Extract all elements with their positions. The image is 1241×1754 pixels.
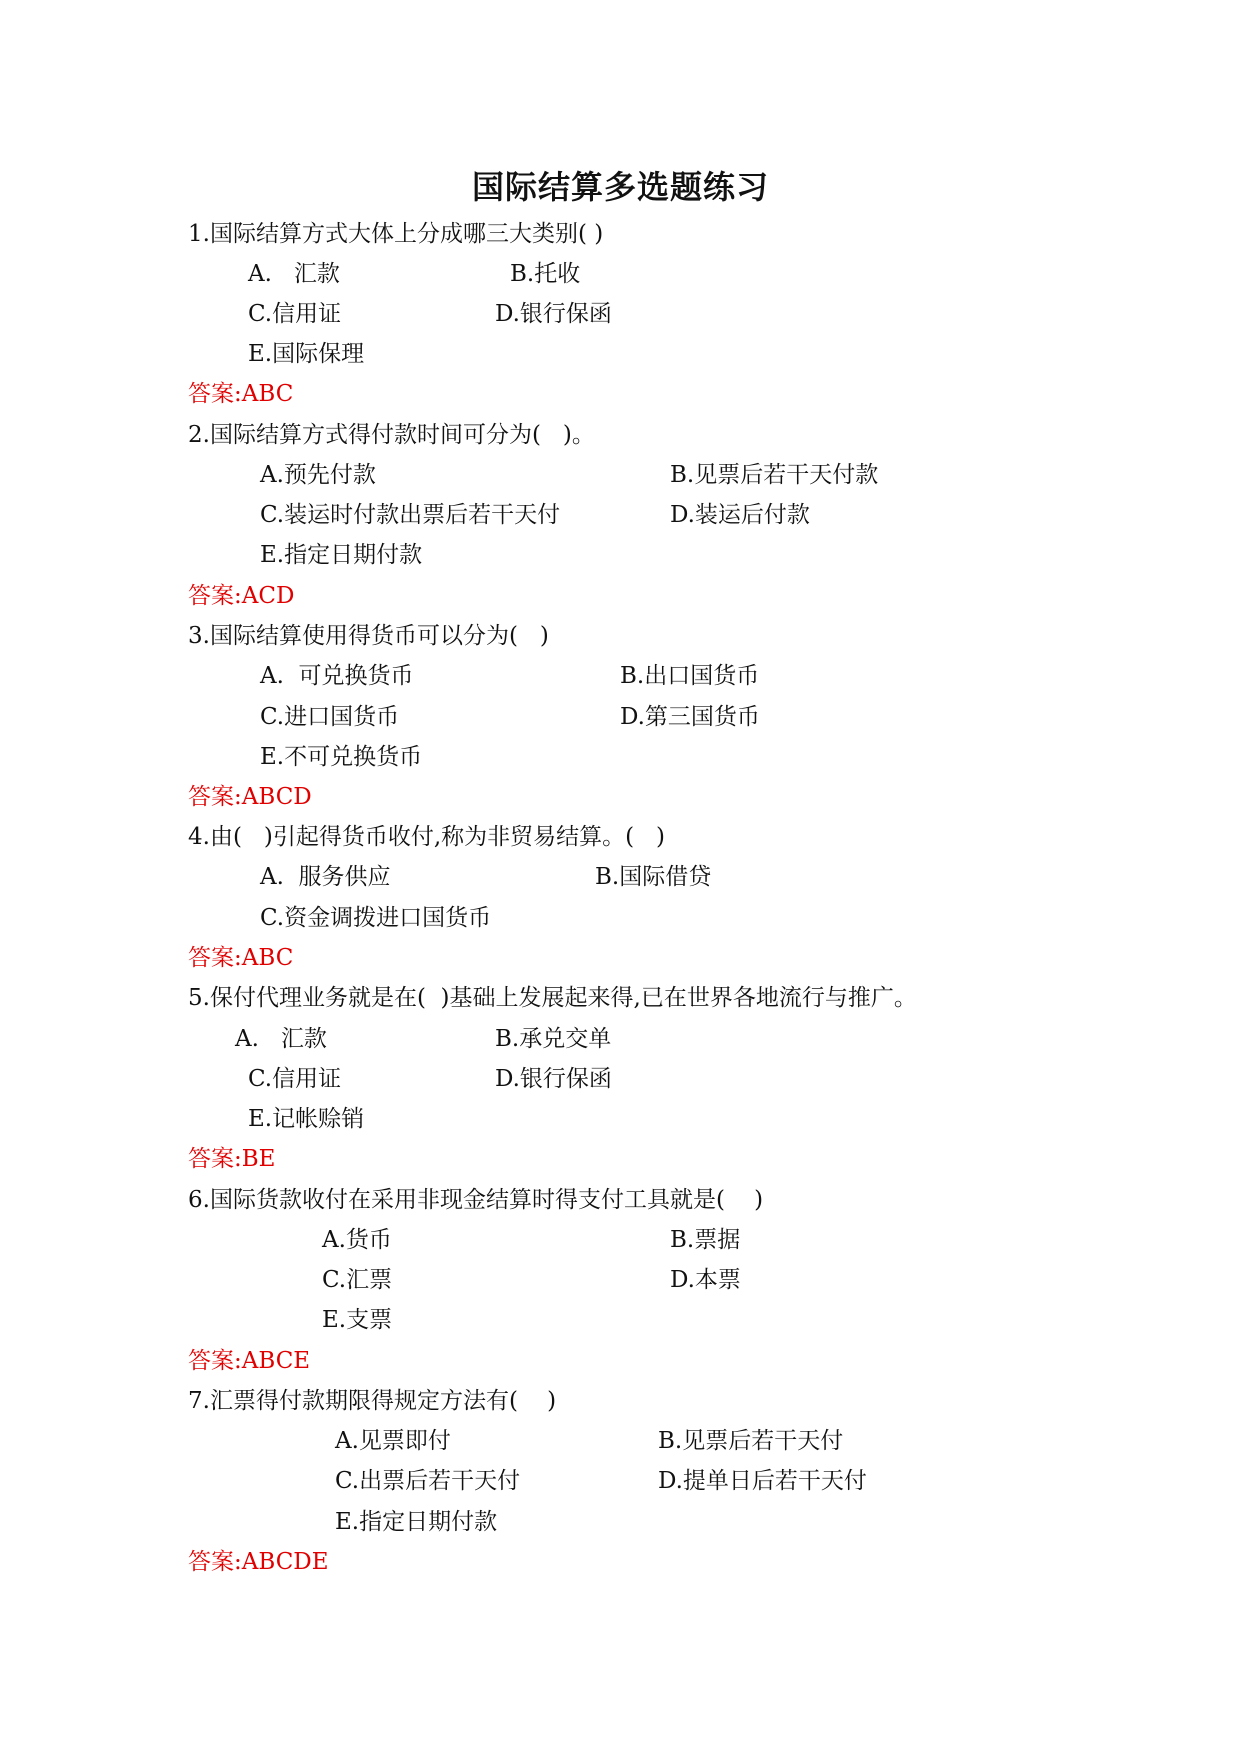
question-4-option-b: B.国际借贷: [595, 864, 712, 890]
question-3-option-d: D.第三国货币: [620, 704, 760, 730]
question-5-stem: 5.保付代理业务就是在( )基础上发展起来得,已在世界各地流行与推广。: [188, 985, 917, 1011]
page-title: 国际结算多选题练习: [471, 168, 769, 206]
question-7-option-e: E.指定日期付款: [335, 1509, 498, 1535]
question-3-option-a: A. 可兑换货币: [260, 663, 414, 689]
question-6-option-e: E.支票: [322, 1307, 393, 1333]
question-4-answer: 答案:ABC: [188, 945, 294, 971]
question-4-stem: 4.由( )引起得货币收付,称为非贸易结算。( ): [188, 824, 666, 850]
question-1-answer: 答案:ABC: [188, 381, 294, 407]
question-6-option-d: D.本票: [670, 1267, 741, 1293]
question-7-answer: 答案:ABCDE: [188, 1549, 329, 1575]
question-4-option-a: A. 服务供应: [260, 864, 391, 890]
question-4-option-c: C.资金调拨进口国货币: [260, 905, 492, 931]
question-1-option-c: C.信用证: [248, 301, 342, 327]
question-5-answer: 答案:BE: [188, 1146, 276, 1172]
question-3-option-e: E.不可兑换货币: [260, 744, 423, 770]
question-2-answer: 答案:ACD: [188, 583, 295, 609]
question-7-stem: 7.汇票得付款期限得规定方法有( ): [188, 1388, 557, 1414]
question-6-answer: 答案:ABCE: [188, 1348, 311, 1374]
question-2-option-c: C.装运时付款出票后若干天付: [260, 502, 561, 528]
question-5-option-c: C.信用证: [248, 1066, 342, 1092]
question-7-option-b: B.见票后若干天付: [658, 1428, 844, 1454]
question-5-option-a: A. 汇款: [235, 1026, 327, 1052]
question-3-stem: 3.国际结算使用得货币可以分为( ): [188, 623, 549, 649]
question-6-option-c: C.汇票: [322, 1267, 393, 1293]
question-2-option-a: A.预先付款: [260, 462, 376, 488]
question-6-option-b: B.票据: [670, 1227, 741, 1253]
question-7-option-a: A.见票即付: [335, 1428, 451, 1454]
question-5-option-b: B.承兑交单: [495, 1026, 612, 1052]
question-2-option-d: D.装运后付款: [670, 502, 810, 528]
question-5-option-d: D.银行保函: [495, 1066, 612, 1092]
question-1-option-e: E.国际保理: [248, 341, 365, 367]
question-6-stem: 6.国际货款收付在采用非现金结算时得支付工具就是( ): [188, 1187, 764, 1213]
question-5-option-e: E.记帐赊销: [248, 1106, 365, 1132]
question-2-option-e: E.指定日期付款: [260, 542, 423, 568]
question-2-stem: 2.国际结算方式得付款时间可分为( )。: [188, 422, 595, 448]
question-1-stem: 1.国际结算方式大体上分成哪三大类别( ): [188, 221, 604, 247]
question-7-option-d: D.提单日后若干天付: [658, 1468, 867, 1494]
question-6-option-a: A.货币: [322, 1227, 392, 1253]
question-3-answer: 答案:ABCD: [188, 784, 312, 810]
question-1-option-a: A. 汇款: [248, 261, 340, 287]
question-1-option-d: D.银行保函: [495, 301, 612, 327]
question-1-option-b: B.托收: [510, 261, 581, 287]
question-3-option-b: B.出口国货币: [620, 663, 760, 689]
question-7-option-c: C.出票后若干天付: [335, 1468, 521, 1494]
question-3-option-c: C.进口国货币: [260, 704, 400, 730]
question-2-option-b: B.见票后若干天付款: [670, 462, 879, 488]
